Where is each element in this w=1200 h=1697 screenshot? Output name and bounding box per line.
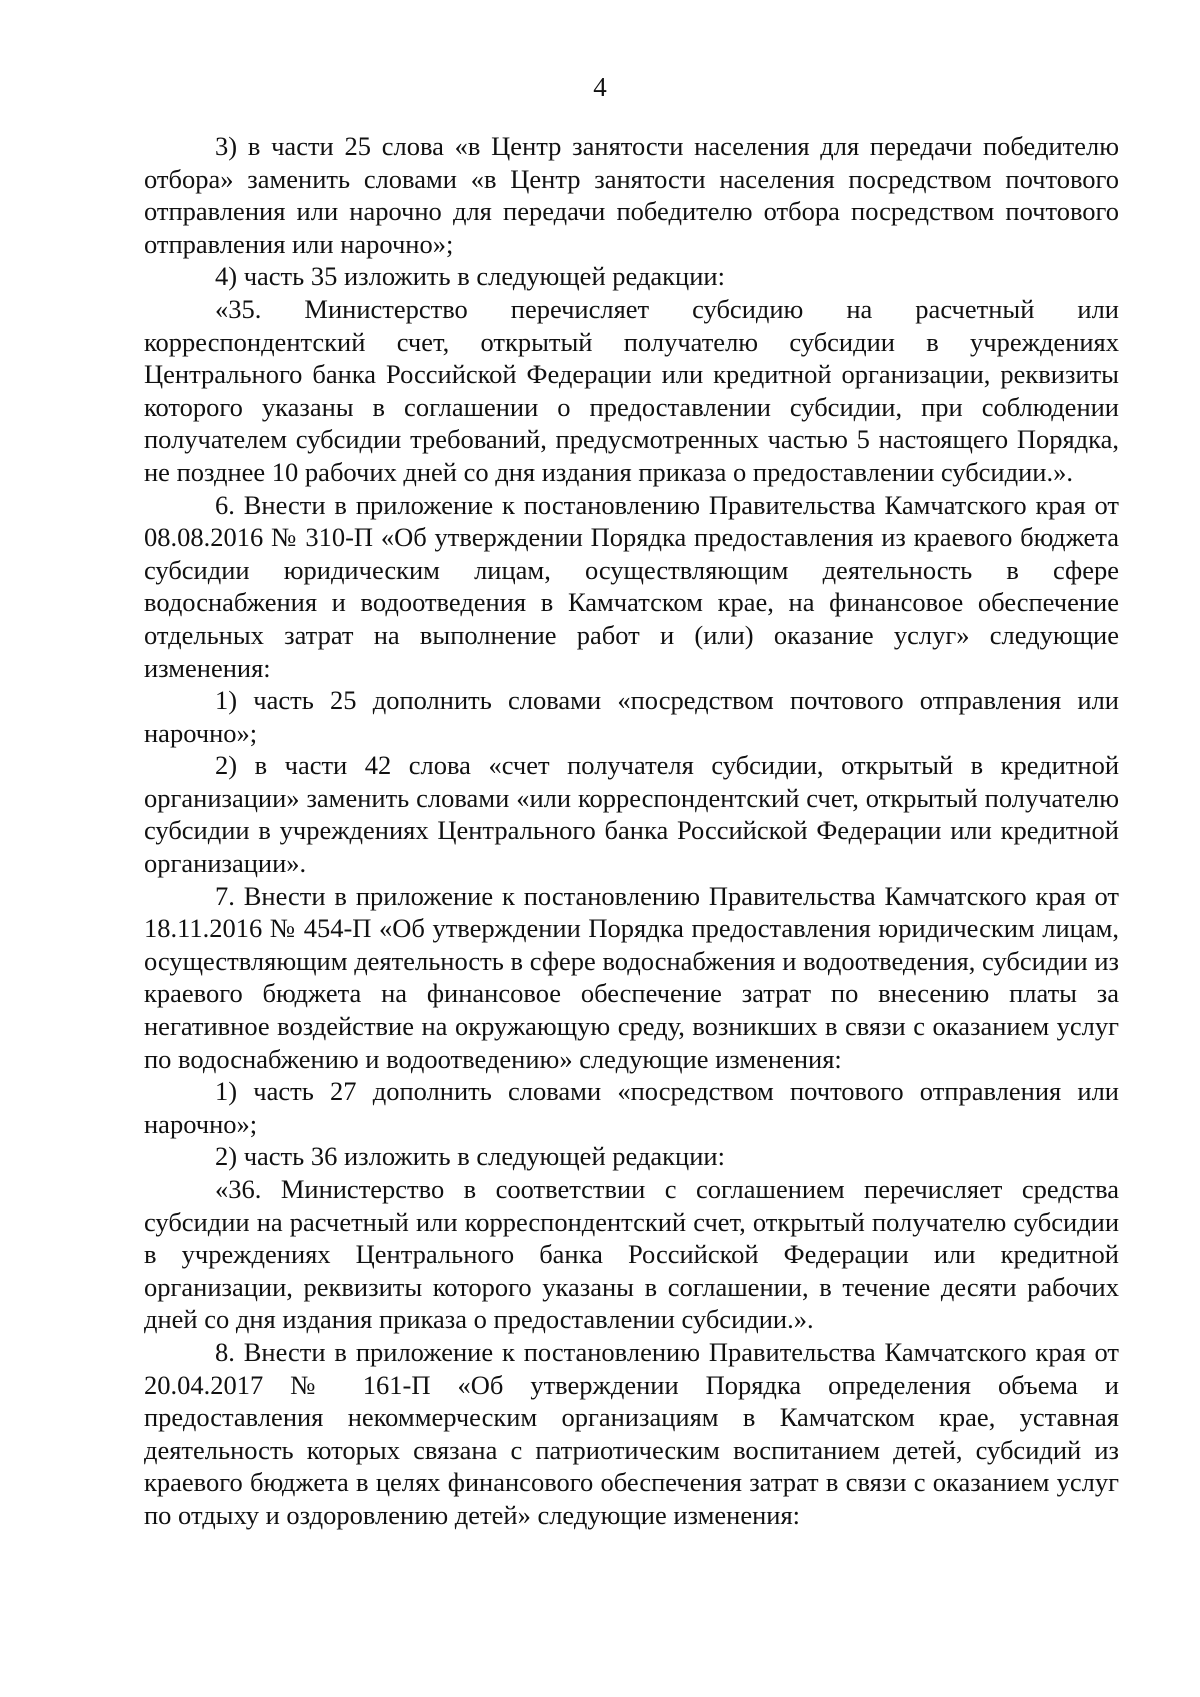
paragraph-item-4-part-35: 4) часть 35 изложить в следующей редакции:	[215, 261, 725, 292]
paragraph-section-7-item-2: 2) часть 36 изложить в следующей редакции:	[215, 1141, 725, 1172]
paragraph-quote-36: «36. Министерство в соответствии с соглашением перечисляет средства субсидии на расчетный или корреспондентский счет, открытый получателю субсидии в учреждениях Центрального банка Российской Федерации или кредитной организации, реквизиты которого указаны в соглашении, в течение десяти рабочих дней со дня издания приказа о предоставлении субсидии.».	[144, 1174, 1119, 1335]
page-number: 4	[593, 72, 607, 102]
paragraph-section-6-item-2: 2) в части 42 слова «счет получателя субсидии, открытый в кредитной организации» заменить словами «или корреспондентский счет, открытый получателю субсидии в учреждениях Центрального банка Российской Федерации или кредитной организации».	[144, 750, 1119, 879]
paragraph-section-7-item-1: 1) часть 27 дополнить словами «посредством почтового отправления или нарочно»;	[144, 1076, 1119, 1139]
paragraph-section-6: 6. Внести в приложение к постановлению Правительства Камчатского края от 08.08.2016 № 310-П «Об утверждении Порядка предоставления из краевого бюджета субсидии юридическим лицам, осуществляющим деятельность в сфере водоснабжения и водоотведения в Камчатском крае, на финансовое обеспечение отдельных затрат на выполнение работ и (или) оказание услуг» следующие изменения:	[144, 489, 1119, 683]
paragraph-section-6-item-1: 1) часть 25 дополнить словами «посредством почтового отправления или нарочно»;	[144, 685, 1119, 748]
paragraph-item-3-part-25: 3) в части 25 слова «в Центр занятости населения для передачи победителю отбора» заменить словами «в Центр занятости населения посредством почтового отправления или нарочно для передачи победителю отбора посредством почтового отправления или нарочно»;	[144, 131, 1119, 259]
document-body	[144, 130, 1119, 1532]
paragraph-section-8: 8. Внести в приложение к постановлению Правительства Камчатского края от 20.04.2017 № 161-П «Об утверждении Порядка определения объема и предоставления некоммерческим организациям в Камчатском крае, уставная деятельность которых связана с патриотическим воспитанием детей, субсидий из краевого бюджета в целях финансового обеспечения затрат в связи с оказанием услуг по отдыху и оздоровлению детей» следующие изменения:	[144, 1336, 1119, 1530]
paragraph-quote-35: «35. Министерство перечисляет субсидию на расчетный или корреспондентский счет, открытый получателю субсидии в учреждениях Центрального банка Российской Федерации или кредитной организации, реквизиты которого указаны в соглашении о предоставлении субсидии, при соблюдении получателем субсидии требований, предусмотренных частью 5 настоящего Порядка, не позднее 10 рабочих дней со дня издания приказа о предоставлении субсидии.».	[144, 293, 1119, 487]
paragraph-section-7: 7. Внести в приложение к постановлению Правительства Камчатского края от 18.11.2016 № 454-П «Об утверждении Порядка предоставления юридическим лицам, осуществляющим деятельность в сфере водоснабжения и водоотведения, субсидии из краевого бюджета на финансовое обеспечение затрат по внесению платы за негативное воздействие на окружающую среду, возникших в связи с оказанием услуг по водоснабжению и водоотведению» следующие изменения:	[144, 880, 1119, 1074]
